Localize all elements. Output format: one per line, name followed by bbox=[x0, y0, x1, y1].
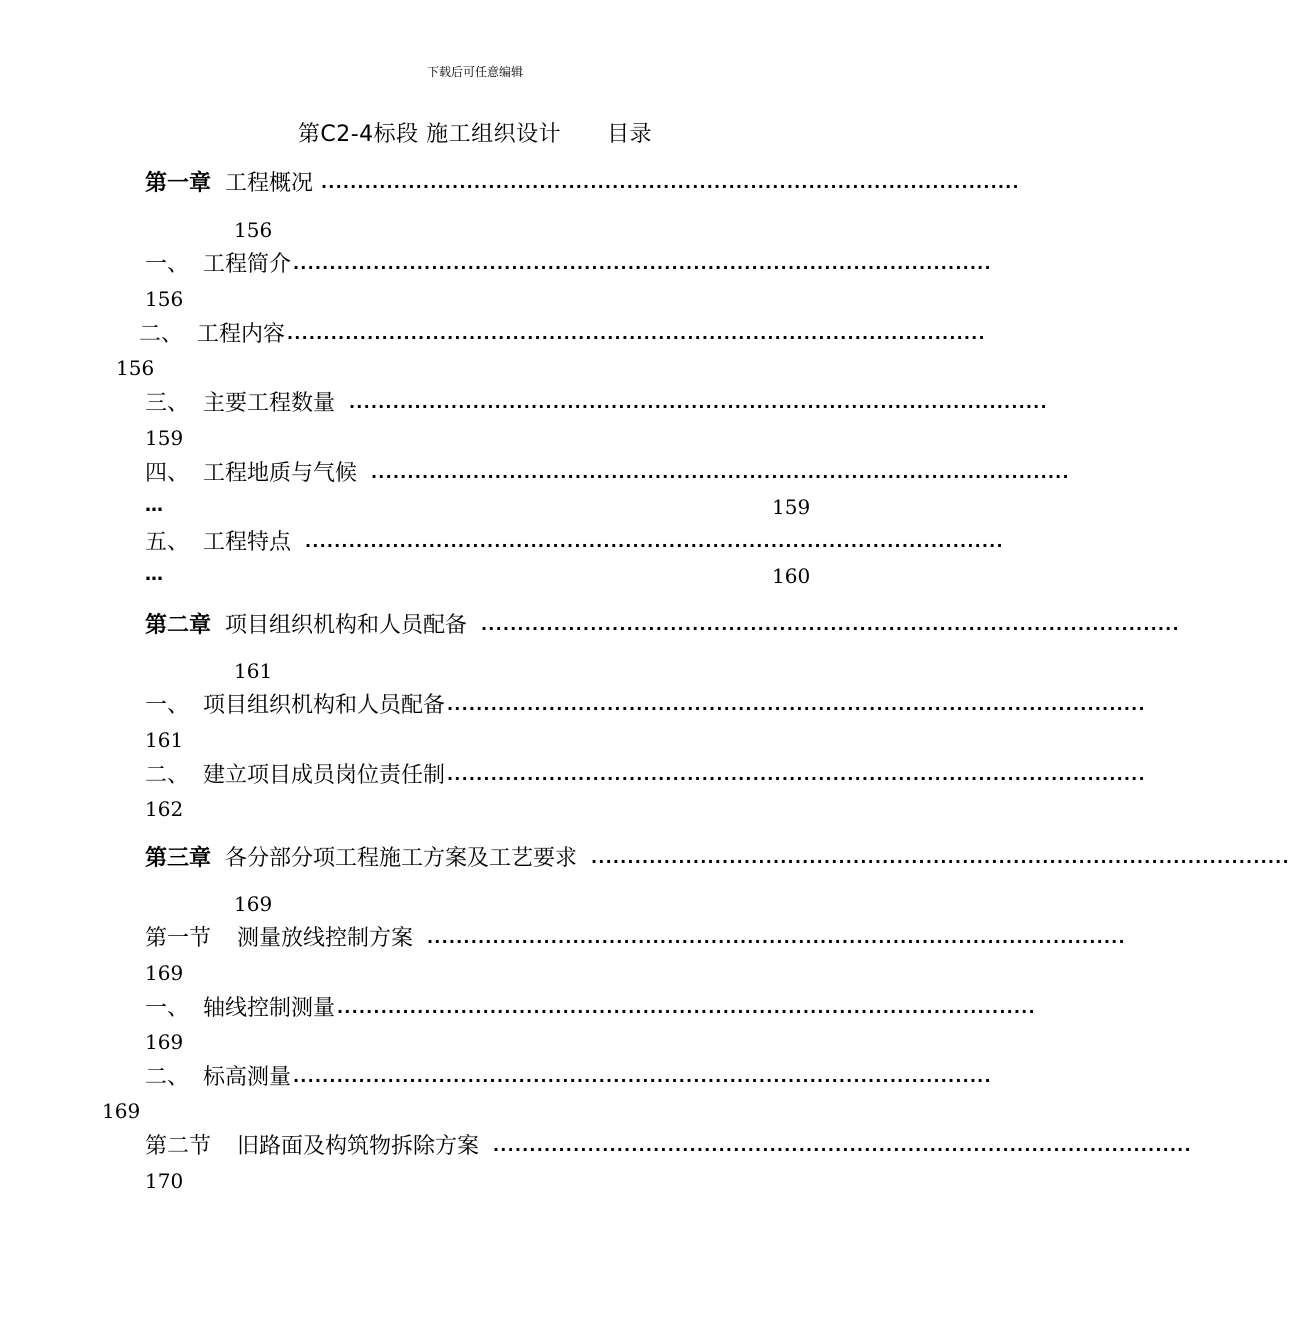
entry-title: 项目组织机构和人员配备 bbox=[225, 613, 468, 638]
toc-item[interactable] bbox=[145, 762, 1146, 790]
page-number: 161 bbox=[234, 659, 273, 683]
leader-dots: ································································································ bbox=[481, 619, 1180, 638]
entry-title: 工程特点 bbox=[203, 530, 292, 555]
page-number: 161 bbox=[145, 728, 184, 752]
item-marker: 一、 bbox=[145, 252, 190, 277]
page-number: 156 bbox=[116, 356, 155, 380]
toc-chapter-1[interactable] bbox=[145, 170, 1020, 198]
entry-title: 工程概况 bbox=[225, 171, 314, 196]
leader-dots: ································································································ bbox=[447, 769, 1146, 788]
toc-item[interactable] bbox=[145, 1064, 992, 1092]
item-marker: 一、 bbox=[145, 693, 190, 718]
leader-dots: ································································································ bbox=[427, 932, 1126, 951]
page-number: 160 bbox=[772, 564, 811, 588]
leader-dots: ································································································ bbox=[293, 1071, 992, 1090]
leader-dots: ································································································ bbox=[305, 536, 1004, 555]
leader-dots: ································································································ bbox=[321, 177, 1020, 196]
page-number: 159 bbox=[772, 495, 811, 519]
leader-dots: ································································································ bbox=[287, 328, 986, 347]
toc-chapter-3[interactable] bbox=[145, 845, 1290, 873]
continuation-dots: … bbox=[145, 564, 163, 585]
title-suffix: 目录 bbox=[607, 122, 653, 147]
toc-item[interactable] bbox=[145, 390, 1048, 418]
entry-title: 工程地质与气候 bbox=[203, 461, 358, 486]
leader-dots: ································································································ bbox=[337, 1002, 1036, 1021]
leader-dots: ································································································ bbox=[349, 397, 1048, 416]
entry-title: 建立项目成员岗位责任制 bbox=[203, 763, 446, 788]
leader-dots: ································································································ bbox=[371, 467, 1070, 486]
page-number: 156 bbox=[145, 287, 184, 311]
entry-title: 标高测量 bbox=[203, 1065, 292, 1090]
leader-dots: ································································································ bbox=[493, 1140, 1192, 1159]
item-marker: 四、 bbox=[145, 461, 190, 486]
page-number: 169 bbox=[102, 1099, 141, 1123]
document-title bbox=[0, 124, 950, 146]
item-marker: 五、 bbox=[145, 530, 190, 555]
toc-chapter-2[interactable] bbox=[145, 612, 1180, 640]
entry-title: 轴线控制测量 bbox=[203, 996, 336, 1021]
toc-item[interactable] bbox=[145, 995, 1036, 1023]
entry-title: 测量放线控制方案 bbox=[237, 926, 414, 951]
chapter-marker: 第二章 bbox=[145, 613, 212, 638]
entry-title: 旧路面及构筑物拆除方案 bbox=[237, 1134, 480, 1159]
page-number: 170 bbox=[145, 1169, 184, 1193]
toc-item[interactable] bbox=[145, 460, 1070, 488]
item-marker: 三、 bbox=[145, 391, 190, 416]
item-marker: 二、 bbox=[139, 322, 184, 347]
section-marker: 第一节 bbox=[145, 926, 212, 951]
toc-item[interactable] bbox=[145, 692, 1146, 720]
toc-item[interactable] bbox=[145, 251, 992, 279]
continuation-dots: … bbox=[145, 495, 163, 516]
leader-dots: ································································································ bbox=[447, 699, 1146, 718]
header-note: 下载后可任意编辑 bbox=[426, 65, 523, 79]
toc-item[interactable] bbox=[145, 529, 1004, 557]
toc-item[interactable] bbox=[139, 321, 986, 349]
entry-title: 项目组织机构和人员配备 bbox=[203, 693, 446, 718]
toc-section[interactable] bbox=[145, 925, 1126, 953]
item-marker: 二、 bbox=[145, 763, 190, 788]
page-number: 159 bbox=[145, 426, 184, 450]
chapter-marker: 第三章 bbox=[145, 846, 212, 871]
entry-title: 主要工程数量 bbox=[203, 391, 336, 416]
section-marker: 第二节 bbox=[145, 1134, 212, 1159]
entry-title: 工程内容 bbox=[197, 322, 286, 347]
leader-dots: ································································································ bbox=[591, 852, 1290, 871]
page-number: 162 bbox=[145, 797, 184, 821]
toc-section[interactable] bbox=[145, 1133, 1192, 1161]
page-number: 169 bbox=[234, 892, 273, 916]
page-number: 169 bbox=[145, 961, 184, 985]
leader-dots: ································································································ bbox=[293, 258, 992, 277]
item-marker: 一、 bbox=[145, 996, 190, 1021]
title-main: 第C2-4标段 施工组织设计 bbox=[297, 122, 562, 147]
entry-title: 工程简介 bbox=[203, 252, 292, 277]
entry-title: 各分部分项工程施工方案及工艺要求 bbox=[225, 846, 578, 871]
page-number: 156 bbox=[234, 218, 273, 242]
page-number: 169 bbox=[145, 1030, 184, 1054]
chapter-marker: 第一章 bbox=[145, 171, 212, 196]
item-marker: 二、 bbox=[145, 1065, 190, 1090]
